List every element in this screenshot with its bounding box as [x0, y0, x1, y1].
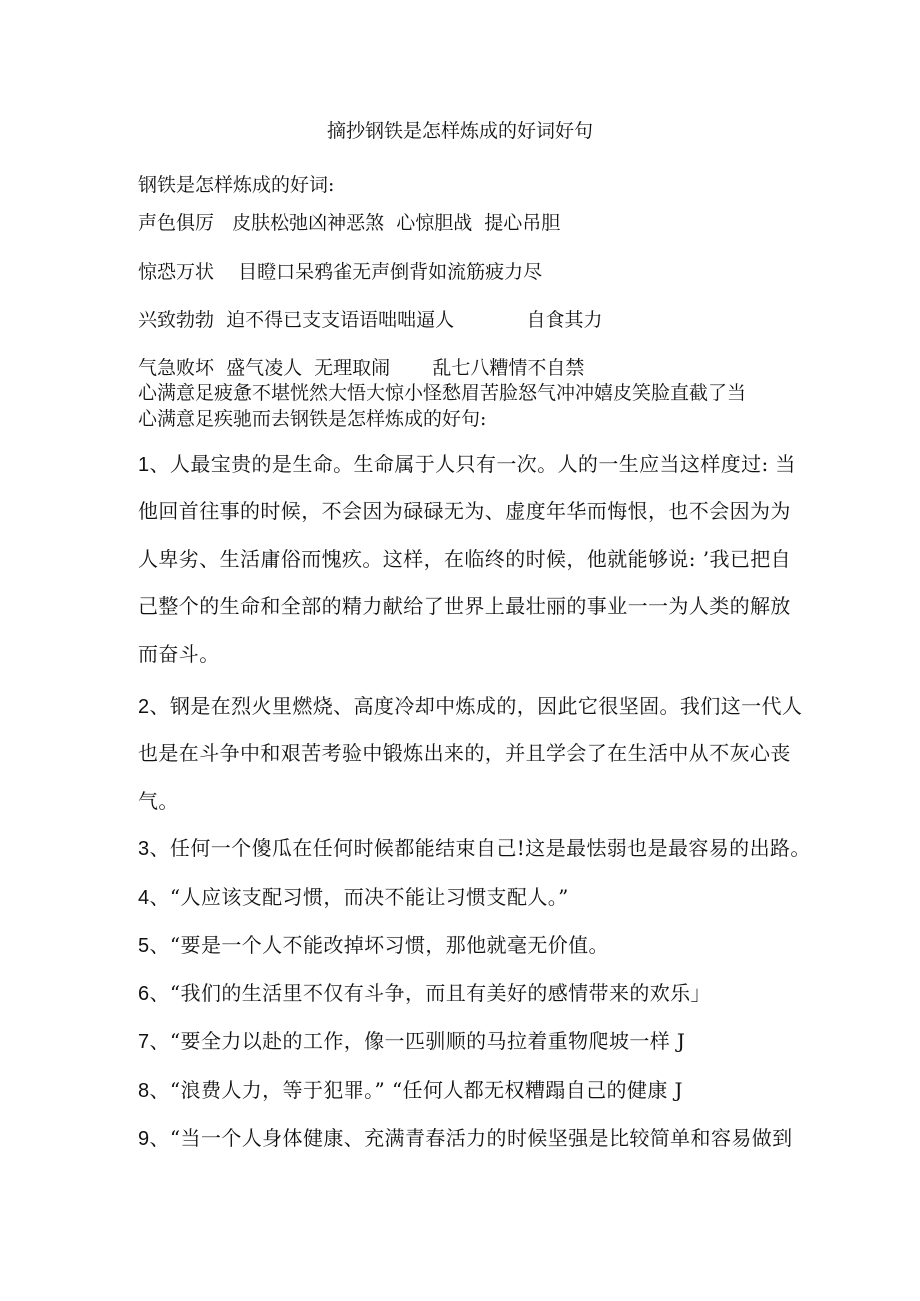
- sentence-text: 、“要全力以赴的工作，像一匹驯顺的马拉着重物爬坡一样 J: [149, 1029, 686, 1053]
- sentence-4: [138, 884, 569, 911]
- word-line: 心满意足疾驰而去钢铁是怎样炼成的好句:: [138, 408, 487, 430]
- sentence-number: 7: [138, 1031, 150, 1053]
- sentence-number: 9: [138, 1128, 150, 1150]
- sentence-7: [138, 1028, 685, 1055]
- sentence-text: 、“当一个人身体健康、充满青春活力的时候坚强是比较简单和容易做到: [149, 1126, 793, 1150]
- sentence-2: [138, 693, 802, 720]
- sentence-number: 6: [138, 983, 150, 1005]
- word-line: 兴致勃勃 迫不得已支支语语咄咄逼人 自食其力: [138, 309, 603, 331]
- sentence-line: 人卑劣、生活庸俗而愧疚。这样，在临终的时候，他就能够说: ’我已把自: [138, 547, 792, 571]
- sentence-line: 他回首往事的时候，不会因为碌碌无为、虚度年华而悔恨，也不会因为为: [138, 499, 791, 523]
- sentence-3: [138, 835, 811, 862]
- sentence-number: 2: [138, 696, 150, 718]
- sentence-text: 、“浪费人力，等于犯罪。” “任何人都无权糟蹋自己的健康 J: [149, 1078, 683, 1102]
- sentence-text: 、钢是在烈火里燃烧、高度冷却中炼成的，因此它很坚固。我们这一代人: [149, 694, 803, 718]
- sentence-text: 、“要是一个人不能改掉坏习惯，那他就毫无价值。: [149, 933, 609, 957]
- sentence-number: 1: [138, 454, 150, 476]
- sentence-8: [138, 1077, 683, 1104]
- sentence-text: 、“我们的生活里不仅有斗争，而且有美好的感情带来的欢乐」: [149, 981, 711, 1005]
- sentence-line: 而奋斗。: [138, 642, 220, 666]
- sentence-number: 5: [138, 935, 150, 957]
- sentence-9: [138, 1125, 793, 1152]
- sentence-line: 也是在斗争中和艰苦考验中锻炼出来的，并且学会了在生活中从不灰心丧: [138, 741, 791, 765]
- words-heading: 钢铁是怎样炼成的好词:: [138, 174, 335, 196]
- sentence-line: 气。: [138, 789, 179, 813]
- sentence-6: [138, 980, 711, 1007]
- sentence-1: [138, 451, 796, 478]
- sentence-number: 4: [138, 887, 150, 909]
- sentence-5: [138, 932, 609, 959]
- word-line: 心满意足疲惫不堪恍然大悟大惊小怪愁眉苦脸怒气冲冲嬉皮笑脸直截了当: [138, 382, 747, 404]
- sentence-text: 、任何一个傻瓜在任何时候都能结束自己!这是最怯弱也是最容易的出路。: [149, 836, 811, 860]
- word-line: 惊恐万状 目瞪口呆鸦雀无声倒背如流筋疲力尽: [138, 261, 543, 283]
- page-title: 摘抄钢铁是怎样炼成的好词好句: [326, 120, 593, 142]
- sentence-text: 、人最宝贵的是生命。生命属于人只有一次。人的一生应当这样度过: 当: [149, 452, 796, 476]
- sentence-number: 8: [138, 1080, 150, 1102]
- word-line: 声色俱厉 皮肤松弛凶神恶煞 心惊胆战 提心吊胆: [138, 212, 561, 234]
- sentence-line: 己整个的生命和全部的精力献给了世界上最壮丽的事业一一为人类的解放: [138, 594, 791, 618]
- word-line: 气急败坏 盛气凌人 无理取闹 乱七八糟情不自禁: [138, 357, 585, 379]
- sentence-text: 、“人应该支配习惯，而决不能让习惯支配人。”: [149, 885, 569, 909]
- sentence-number: 3: [138, 838, 150, 860]
